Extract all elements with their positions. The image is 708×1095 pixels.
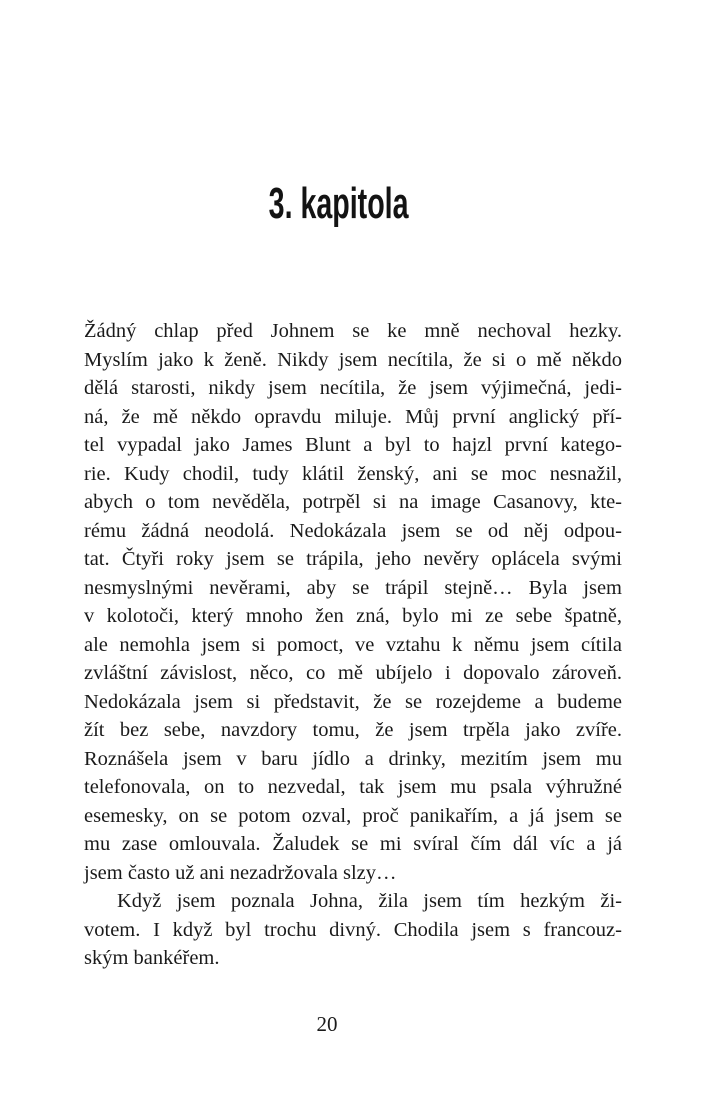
body-text	[84, 317, 622, 973]
text-line: jsem často už ani nezadržovala slzy…	[84, 861, 397, 884]
text-line: Roznášela jsem v baru jídlo a drinky, mezitím jsem mu	[84, 747, 622, 770]
text-line: abych o tom nevěděla, potrpěl si na image Casanovy, kte-	[84, 491, 622, 513]
text-line: tel vypadal jako James Blunt a byl to hajzl první katego-	[84, 434, 622, 456]
text-line: telefonovala, on to nezvedal, tak jsem mu psala výhružné	[84, 776, 622, 798]
chapter-heading-wrap	[0, 179, 693, 228]
paragraph	[84, 317, 622, 887]
text-line: tat. Čtyři roky jsem se trápila, jeho nevěry oplácela svými	[84, 548, 622, 570]
text-line: nesmyslnými nevěrami, aby se trápil stejně… Byla jsem	[84, 576, 622, 599]
text-line: žít bez sebe, navzdory tomu, že jsem trpěla jako zvíře.	[84, 719, 622, 741]
text-line: ským bankéřem.	[84, 947, 220, 969]
text-line: rie. Kudy chodil, tudy klátil ženský, ani se moc nesnažil,	[84, 462, 622, 485]
text-line: ale nemohla jsem si pomoct, ve vztahu k němu jsem cítila	[84, 633, 622, 656]
text-line: Myslím jako k ženě. Nikdy jsem necítila, že si o mě někdo	[84, 348, 622, 371]
text-line: Žádný chlap před Johnem se ke mně nechoval hezky.	[84, 320, 622, 342]
text-line: votem. I když byl trochu divný. Chodila jsem s francouz-	[84, 918, 622, 941]
page-number: 20	[316, 1012, 338, 1036]
text-line: Nedokázala jsem si představit, že se rozejdeme a budeme	[84, 690, 622, 713]
text-line: zvláštní závislost, něco, co mě ubíjelo i dopovalo zároveň.	[84, 662, 622, 684]
chapter-heading: 3. kapitola	[269, 179, 409, 228]
text-line: ná, že mě někdo opravdu miluje. Můj první anglický pří-	[84, 405, 622, 428]
text-line: dělá starosti, nikdy jsem necítila, že jsem výjimečná, jedi-	[84, 377, 622, 399]
text-line: v kolotoči, který mnoho žen zná, bylo mi ze sebe špatně,	[84, 605, 622, 627]
text-line: Když jsem poznala Johna, žila jsem tím hezkým ži-	[117, 890, 622, 912]
paragraph	[84, 887, 622, 973]
text-line: rému žádná neodolá. Nedokázala jsem se od něj odpou-	[84, 519, 622, 542]
text-line: esemesky, on se potom ozval, proč panikařím, a já jsem se	[84, 804, 622, 827]
text-line: mu zase omlouvala. Žaludek se mi svíral čím dál víc a já	[84, 833, 622, 855]
